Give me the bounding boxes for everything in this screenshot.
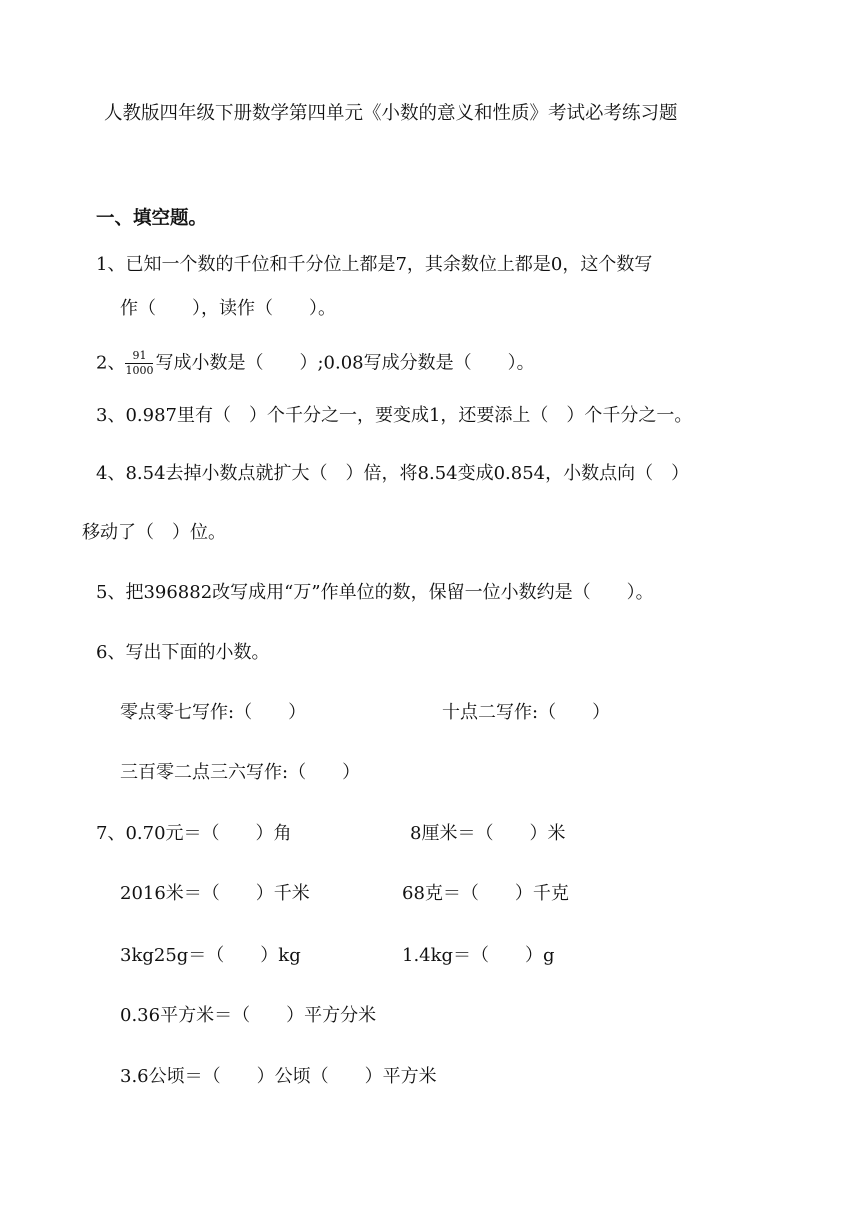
- question-6: 6、写出下面的小数。: [96, 642, 270, 663]
- question-1-line-1: 1、已知一个数的千位和千分位上都是7，其余数位上都是0，这个数写: [96, 254, 653, 275]
- question-6-item-b: 十点二写作:（ ）: [442, 702, 611, 723]
- question-7-item-f: 1.4kg＝（ ）g: [402, 945, 555, 966]
- question-5: 5、把396882改写成用“万”作单位的数，保留一位小数约是（ ）。: [96, 582, 654, 603]
- question-7-item-h: 3.6公顷＝（ ）公顷（ ）平方米: [120, 1066, 437, 1087]
- question-6-item-a: 零点零七写作:（ ）: [120, 702, 307, 723]
- question-6-item-c: 三百零二点三六写作:（ ）: [120, 762, 361, 783]
- question-7-item-g: 0.36平方米＝（ ）平方分米: [120, 1005, 377, 1026]
- question-7-item-a: 7、0.70元＝（ ）角: [96, 823, 292, 844]
- question-4-line-2: 移动了（ ）位。: [82, 522, 226, 543]
- question-2: [96, 350, 535, 377]
- question-1-line-2: 作（ ），读作（ ）。: [120, 298, 336, 319]
- question-7-item-b: 8厘米＝（ ）米: [410, 823, 566, 844]
- question-2-number: 2、: [96, 352, 126, 374]
- question-2-text: 写成小数是（ ）;0.08写成分数是（ ）。: [155, 352, 535, 374]
- section-heading-fill-blank: 一、填空题。: [96, 208, 208, 229]
- fraction: [125, 350, 153, 377]
- question-7-item-e: 3kg25g＝（ ）kg: [120, 945, 301, 966]
- question-4-line-1: 4、8.54去掉小数点就扩大（ ）倍，将8.54变成0.854，小数点向（ ）: [96, 463, 690, 484]
- fraction-numerator: 91: [125, 350, 153, 364]
- question-7-item-d: 68克＝（ ）千克: [402, 883, 569, 904]
- fraction-denominator: 1000: [125, 364, 154, 377]
- page-title: 人教版四年级下册数学第四单元《小数的意义和性质》考试必考练习题: [104, 103, 678, 124]
- question-3: 3、0.987里有（ ）个千分之一，要变成1，还要添上（ ）个千分之一。: [96, 405, 693, 426]
- question-7-item-c: 2016米＝（ ）千米: [120, 883, 310, 904]
